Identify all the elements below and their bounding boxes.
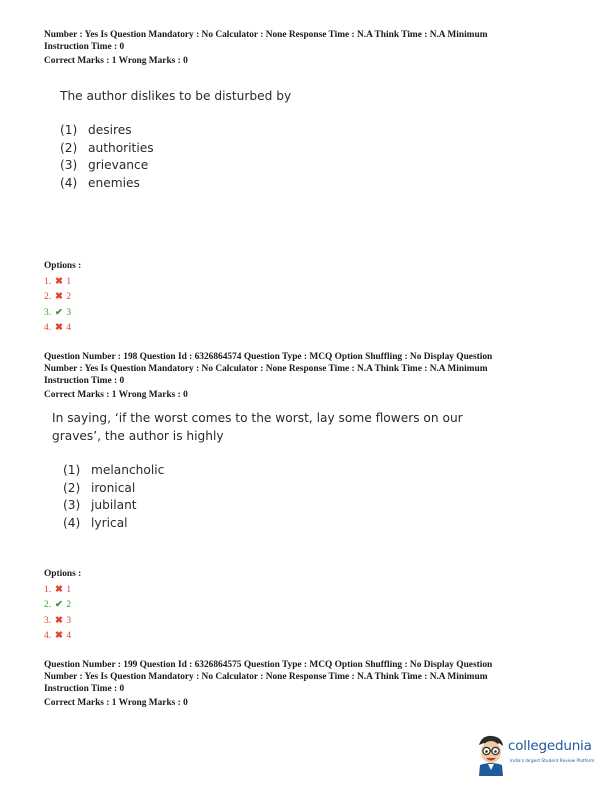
option-row: 4. ✖ 4 <box>44 321 81 336</box>
option-row: 3. ✔ 3 <box>44 306 81 321</box>
check-icon: ✔ <box>54 307 63 318</box>
option-row: 1. ✖ 1 <box>44 275 81 290</box>
q198-options <box>44 569 81 644</box>
meta-line: Correct Marks : 1 Wrong Marks : 0 <box>44 56 188 66</box>
cross-icon: ✖ <box>54 277 63 287</box>
collegedunia-logo <box>474 732 604 776</box>
meta-line: Correct Marks : 1 Wrong Marks : 0 <box>44 390 188 400</box>
check-icon: ✔ <box>54 600 63 611</box>
cross-icon: ✖ <box>54 615 63 626</box>
option-row: 1. ✖ 1 <box>44 583 81 598</box>
meta-line: Number : Yes Is Question Mandatory : No Calculator : None Response Time : N.A Think Time : N.A Minimum <box>44 30 488 40</box>
meta-line: Instruction Time : 0 <box>44 684 125 694</box>
q197-question-text: The author dislikes to be disturbed by <box>60 89 292 103</box>
cross-icon: ✖ <box>54 322 63 333</box>
meta-line: Instruction Time : 0 <box>44 376 125 386</box>
choice-item: (2) ironical <box>63 480 136 495</box>
mascot-icon <box>474 732 508 776</box>
q198-question-text: In saying, ‘if the worst comes to the worst, lay some flowers on our graves’, the author is highly <box>52 411 463 443</box>
q198-meta <box>44 351 584 401</box>
choice-item: (4) lyrical <box>63 515 128 530</box>
q197-meta <box>44 29 584 67</box>
cross-icon: ✖ <box>54 585 63 595</box>
option-row: 2. ✖ 2 <box>44 290 81 305</box>
q197-options <box>44 261 81 336</box>
choice-item: (1) melancholic <box>63 463 165 477</box>
q197-choices <box>60 122 154 192</box>
meta-line: Question Number : 199 Question Id : 6326864575 Question Type : MCQ Option Shuffling : No Display Question <box>44 660 493 670</box>
cross-icon: ✖ <box>54 630 63 641</box>
options-heading: Options : <box>44 569 82 579</box>
option-row: 4. ✖ 4 <box>44 629 81 644</box>
meta-line: Number : Yes Is Question Mandatory : No Calculator : None Response Time : N.A Think Time : N.A Minimum <box>44 364 488 374</box>
q199-meta <box>44 659 584 709</box>
meta-line: Number : Yes Is Question Mandatory : No Calculator : None Response Time : N.A Think Time : N.A Minimum <box>44 672 488 682</box>
options-heading: Options : <box>44 261 82 271</box>
choice-item: (3) grievance <box>60 158 149 173</box>
choice-item: (2) authorities <box>60 140 154 155</box>
option-row: 3. ✖ 3 <box>44 614 81 629</box>
choice-item: (4) enemies <box>60 175 140 190</box>
option-row: 2. ✔ 2 <box>44 598 81 613</box>
meta-line: Correct Marks : 1 Wrong Marks : 0 <box>44 698 188 708</box>
logo-tagline: India's largest Student Review Platform <box>510 759 595 764</box>
choice-item: (1) desires <box>60 123 132 137</box>
cross-icon: ✖ <box>54 292 63 303</box>
meta-line: Question Number : 198 Question Id : 6326864574 Question Type : MCQ Option Shuffling : No Display Question <box>44 352 493 362</box>
meta-line: Instruction Time : 0 <box>44 42 125 52</box>
logo-wordmark: collegedunia <box>508 738 592 754</box>
q198-choices <box>63 462 164 532</box>
choice-item: (3) jubilant <box>63 498 137 513</box>
